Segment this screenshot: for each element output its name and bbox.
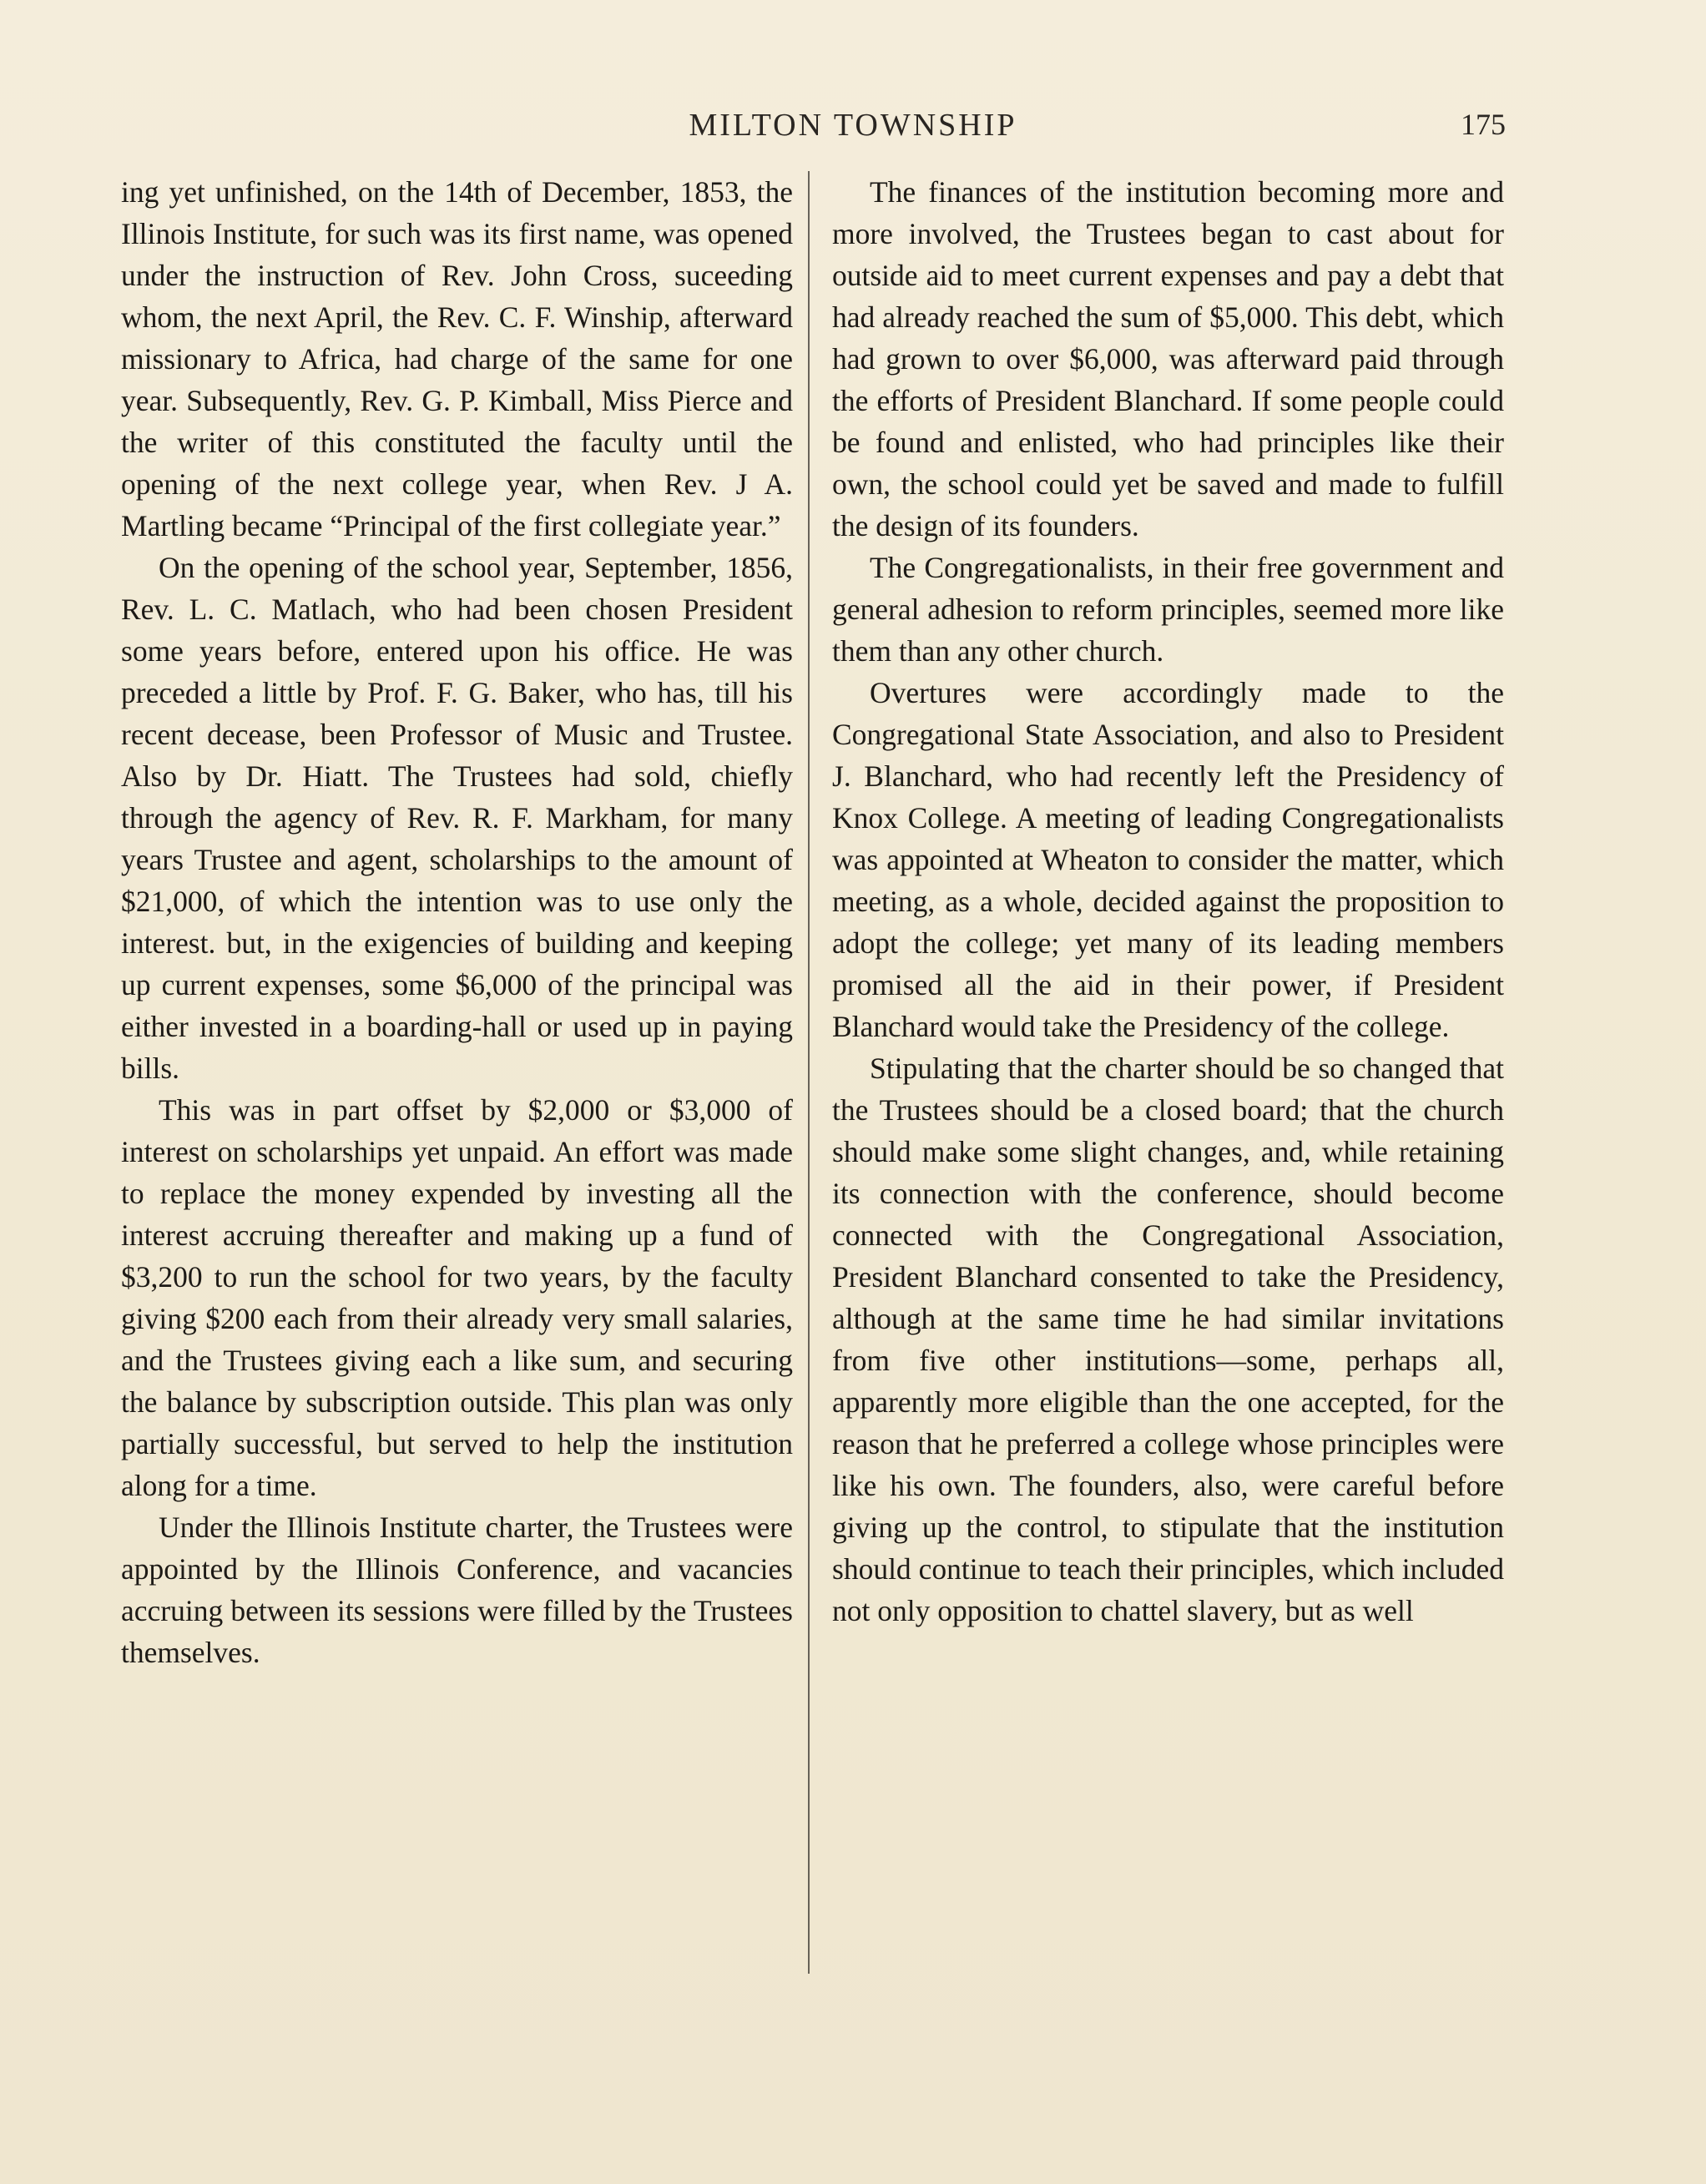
page-number: 175 (1461, 108, 1506, 141)
paragraph: Under the Illinois Institute charter, the Trustees were appointed by the Illinois Conference, and vacancies accruing between its sessions were filled by the Trustees themselves. (121, 1511, 793, 1669)
paragraph: This was in part offset by $2,000 or $3,000 of interest on scholarships yet unpaid. An effort was made to replace the money expended by investing all the interest accruing thereafter and making up a fund of $3,200 to run the school for two years, by the faculty giving $200 each from their already very small salaries, and the Trustees giving each a like sum, and securing the balance by subscription outside. This plan was only partially successful, but served to help the institution along for a time. (121, 1093, 793, 1502)
paragraph: Stipulating that the charter should be so changed that the Trustees should be a closed board; that the church should make some slight changes, and, while retaining its connection with the conference, should become connected with the Congregational Association, President Blanchard consented to take the Presidency, although at the same time he had similar invitations from five other institutions—some, perhaps all, apparently more eligible than the one accepted, for the reason that he preferred a college whose principles were like his own. The founders, also, were careful before giving up the control, to stipulate that the institution should continue to teach their principles, which included not only opposition to chattel slavery, but as well (832, 1052, 1504, 1627)
page-header (0, 107, 1706, 149)
paragraph: The finances of the institution becoming more and more involved, the Trustees began to cast about for outside aid to meet current expenses and pay a debt that had already reached the sum of $5,000. This debt, which had grown to over $6,000, was afterward paid through the efforts of President Blanchard. If some people could be found and enlisted, who had principles like their own, the school could yet be saved and made to fulfill the design of its founders. (832, 175, 1504, 542)
paragraph: Overtures were accordingly made to the Congregational State Association, and also to President J. Blanchard, who had recently left the Presidency of Knox College. A meeting of leading Congregationalists was appointed at Wheaton to consider the matter, which meeting, as a whole, decided against the proposition to adopt the college; yet many of its leading members promised all the aid in their power, if President Blanchard would take the Presidency of the college. (832, 676, 1504, 1043)
running-head: MILTON TOWNSHIP (689, 108, 1017, 143)
left-column (121, 171, 793, 1673)
paragraph: On the opening of the school year, September, 1856, Rev. L. C. Matlach, who had been chosen President some years before, entered upon his office. He was preceded a little by Prof. F. G. Baker, who has, till his recent decease, been Professor of Music and Trustee. Also by Dr. Hiatt. The Trustees had sold, chiefly through the agency of Rev. R. F. Markham, for many years Trustee and agent, scholarships to the amount of $21,000, of which the intention was to use only the interest. but, in the exigencies of building and keeping up current expenses, some $6,000 of the principal was either invested in a boarding-hall or used up in paying bills. (121, 551, 793, 1085)
right-column (832, 171, 1504, 1632)
paragraph: ing yet unfinished, on the 14th of December, 1853, the Illinois Institute, for such was its first name, was opened under the instruction of Rev. John Cross, suceeding whom, the next April, the Rev. C. F. Winship, afterward missionary to Africa, had charge of the same for one year. Subsequently, Rev. G. P. Kimball, Miss Pierce and the writer of this constituted the faculty until the opening of the next college year, when Rev. J A. Martling became “Principal of the first collegiate year.” (121, 175, 793, 542)
paragraph: The Congregationalists, in their free government and general adhesion to reform principles, seemed more like them than any other church. (832, 551, 1504, 668)
column-divider (808, 171, 810, 1974)
